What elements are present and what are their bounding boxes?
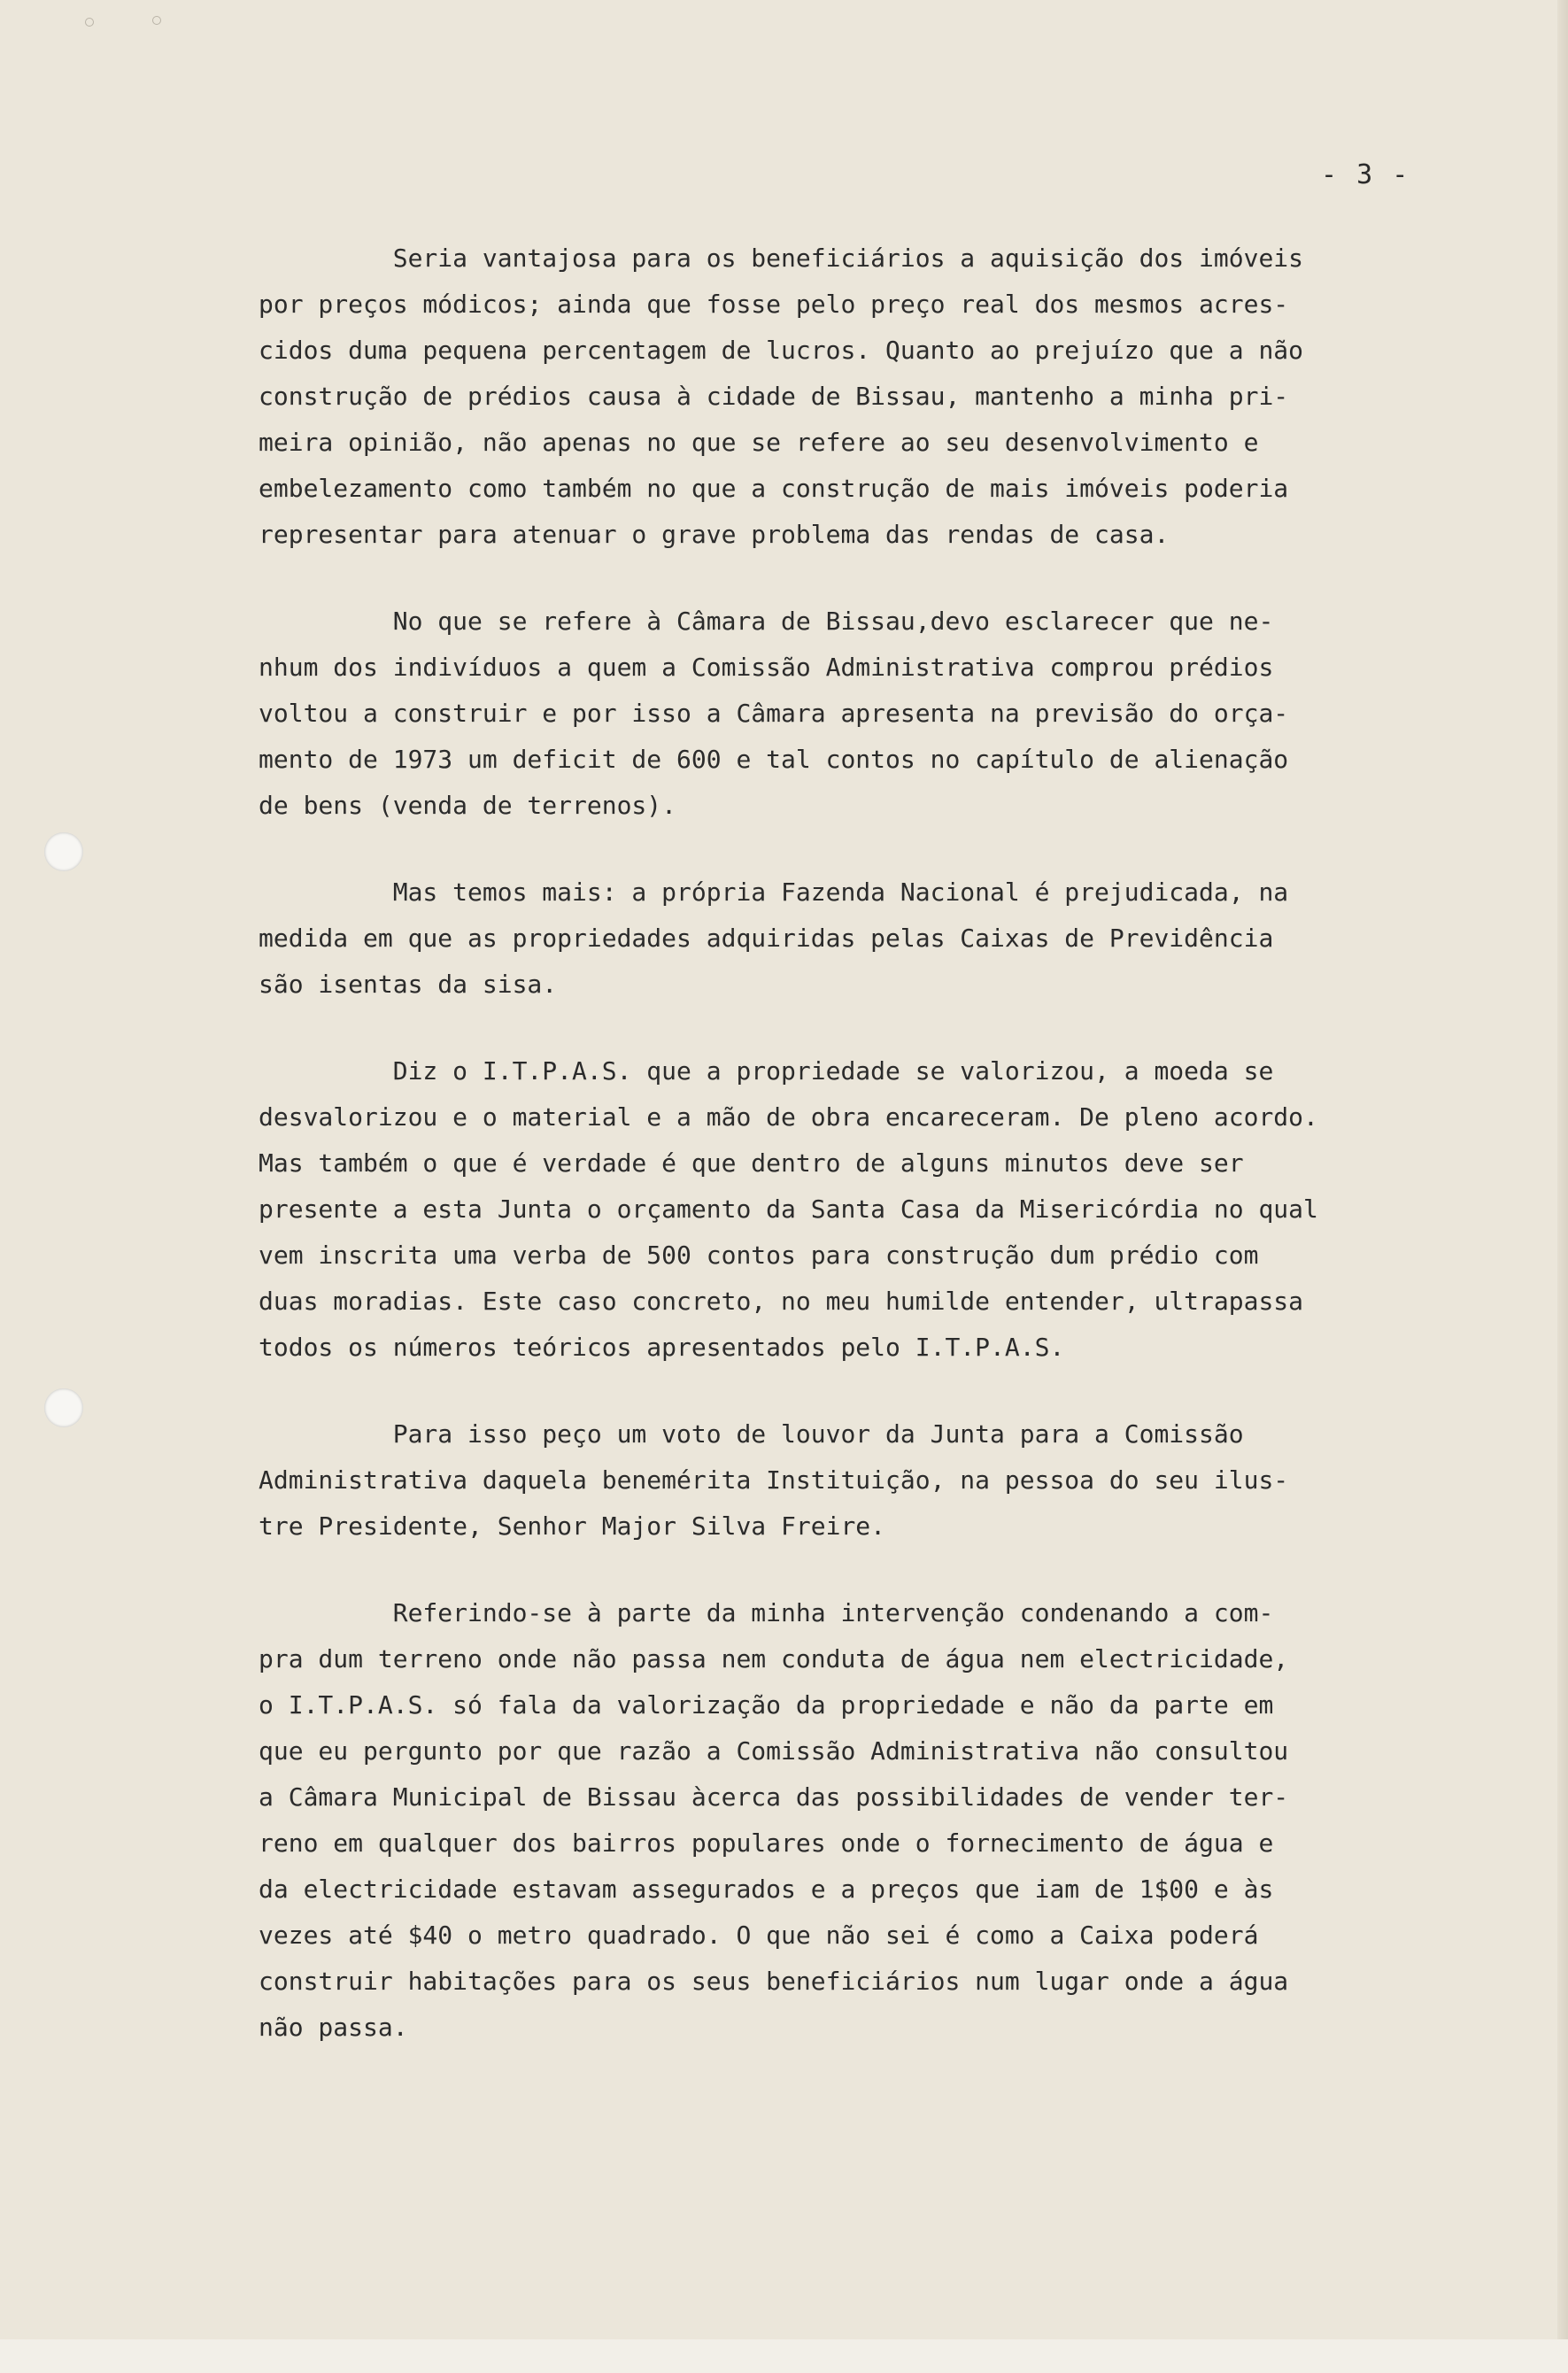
text-line: não passa.	[259, 2013, 408, 2042]
paragraph-6	[259, 1590, 1498, 2051]
text-line: meira opinião, não apenas no que se refere ao seu desenvolvimento e	[259, 428, 1259, 457]
text-line: construção de prédios causa à cidade de Bissau, mantenho a minha pri-	[259, 382, 1289, 411]
text-line: cidos duma pequena percentagem de lucros. Quanto ao prejuízo que a não	[259, 336, 1304, 365]
punch-hole-top	[44, 832, 83, 871]
text-line: desvalorizou e o material e a mão de obra encareceram. De pleno acordo.	[259, 1102, 1318, 1132]
text-line: embelezamento como também no que a construção de mais imóveis poderia	[259, 474, 1289, 503]
text-line: a Câmara Municipal de Bissau àcerca das possibilidades de vender ter-	[259, 1782, 1289, 1812]
text-line: da electricidade estavam assegurados e a preços que iam de 1$00 e às	[259, 1874, 1274, 1904]
scan-bottom-band	[0, 2339, 1568, 2373]
text-line: são isentas da sisa.	[259, 970, 558, 999]
text-line: por preços módicos; ainda que fosse pelo preço real dos mesmos acres-	[259, 290, 1289, 319]
paragraph-1	[259, 236, 1498, 558]
text-line: medida em que as propriedades adquiridas pelas Caixas de Previdência	[259, 924, 1274, 953]
text-line: reno em qualquer dos bairros populares onde o fornecimento de água e	[259, 1828, 1274, 1858]
text-line: vezes até $40 o metro quadrado. O que não sei é como a Caixa poderá	[259, 1921, 1259, 1950]
paragraph-5	[259, 1411, 1498, 1550]
text-line: tre Presidente, Senhor Major Silva Freire.	[259, 1511, 886, 1541]
paper-speck	[152, 16, 161, 25]
text-line: Mas também o que é verdade é que dentro de alguns minutos deve ser	[259, 1148, 1244, 1178]
page-number: - 3 -	[1321, 159, 1410, 190]
text-line: de bens (venda de terrenos).	[259, 791, 677, 820]
text-line: construir habitações para os seus beneficiários num lugar onde a água	[259, 1967, 1289, 1996]
text-line: todos os números teóricos apresentados pelo I.T.P.A.S.	[259, 1333, 1065, 1362]
text-line: pra dum terreno onde não passa nem conduta de água nem electricidade,	[259, 1644, 1289, 1673]
text-line: Para isso peço um voto de louvor da Junta para a Comissão	[259, 1419, 1244, 1449]
paper-speck	[85, 18, 94, 27]
text-line: mento de 1973 um deficit de 600 e tal contos no capítulo de alienação	[259, 745, 1289, 774]
text-line: presente a esta Junta o orçamento da Santa Casa da Misericórdia no qual	[259, 1194, 1318, 1224]
document-body	[259, 236, 1498, 2051]
text-line: No que se refere à Câmara de Bissau,devo esclarecer que ne-	[259, 607, 1274, 636]
punch-hole-bottom	[44, 1388, 83, 1427]
paragraph-4	[259, 1048, 1498, 1371]
text-line: nhum dos indivíduos a quem a Comissão Administrativa comprou prédios	[259, 653, 1274, 682]
text-line: representar para atenuar o grave problema das rendas de casa.	[259, 520, 1170, 549]
text-line: Referindo-se à parte da minha intervenção condenando a com-	[259, 1598, 1274, 1627]
text-line: Diz o I.T.P.A.S. que a propriedade se valorizou, a moeda se	[259, 1056, 1274, 1086]
text-line: Seria vantajosa para os beneficiários a aquisição dos imóveis	[259, 243, 1304, 273]
paragraph-2	[259, 599, 1498, 829]
page-edge-shadow	[1557, 0, 1568, 2339]
paragraph-3	[259, 870, 1498, 1008]
text-line: que eu pergunto por que razão a Comissão Administrativa não consultou	[259, 1736, 1289, 1766]
text-line: Administrativa daquela benemérita Instituição, na pessoa do seu ilus-	[259, 1465, 1289, 1495]
text-line: duas moradias. Este caso concreto, no meu humilde entender, ultrapassa	[259, 1287, 1304, 1316]
text-line: vem inscrita uma verba de 500 contos para construção dum prédio com	[259, 1241, 1259, 1270]
text-line: Mas temos mais: a própria Fazenda Nacional é prejudicada, na	[259, 877, 1289, 907]
text-line: voltou a construir e por isso a Câmara apresenta na previsão do orça-	[259, 699, 1289, 728]
text-line: o I.T.P.A.S. só fala da valorização da propriedade e não da parte em	[259, 1690, 1274, 1720]
